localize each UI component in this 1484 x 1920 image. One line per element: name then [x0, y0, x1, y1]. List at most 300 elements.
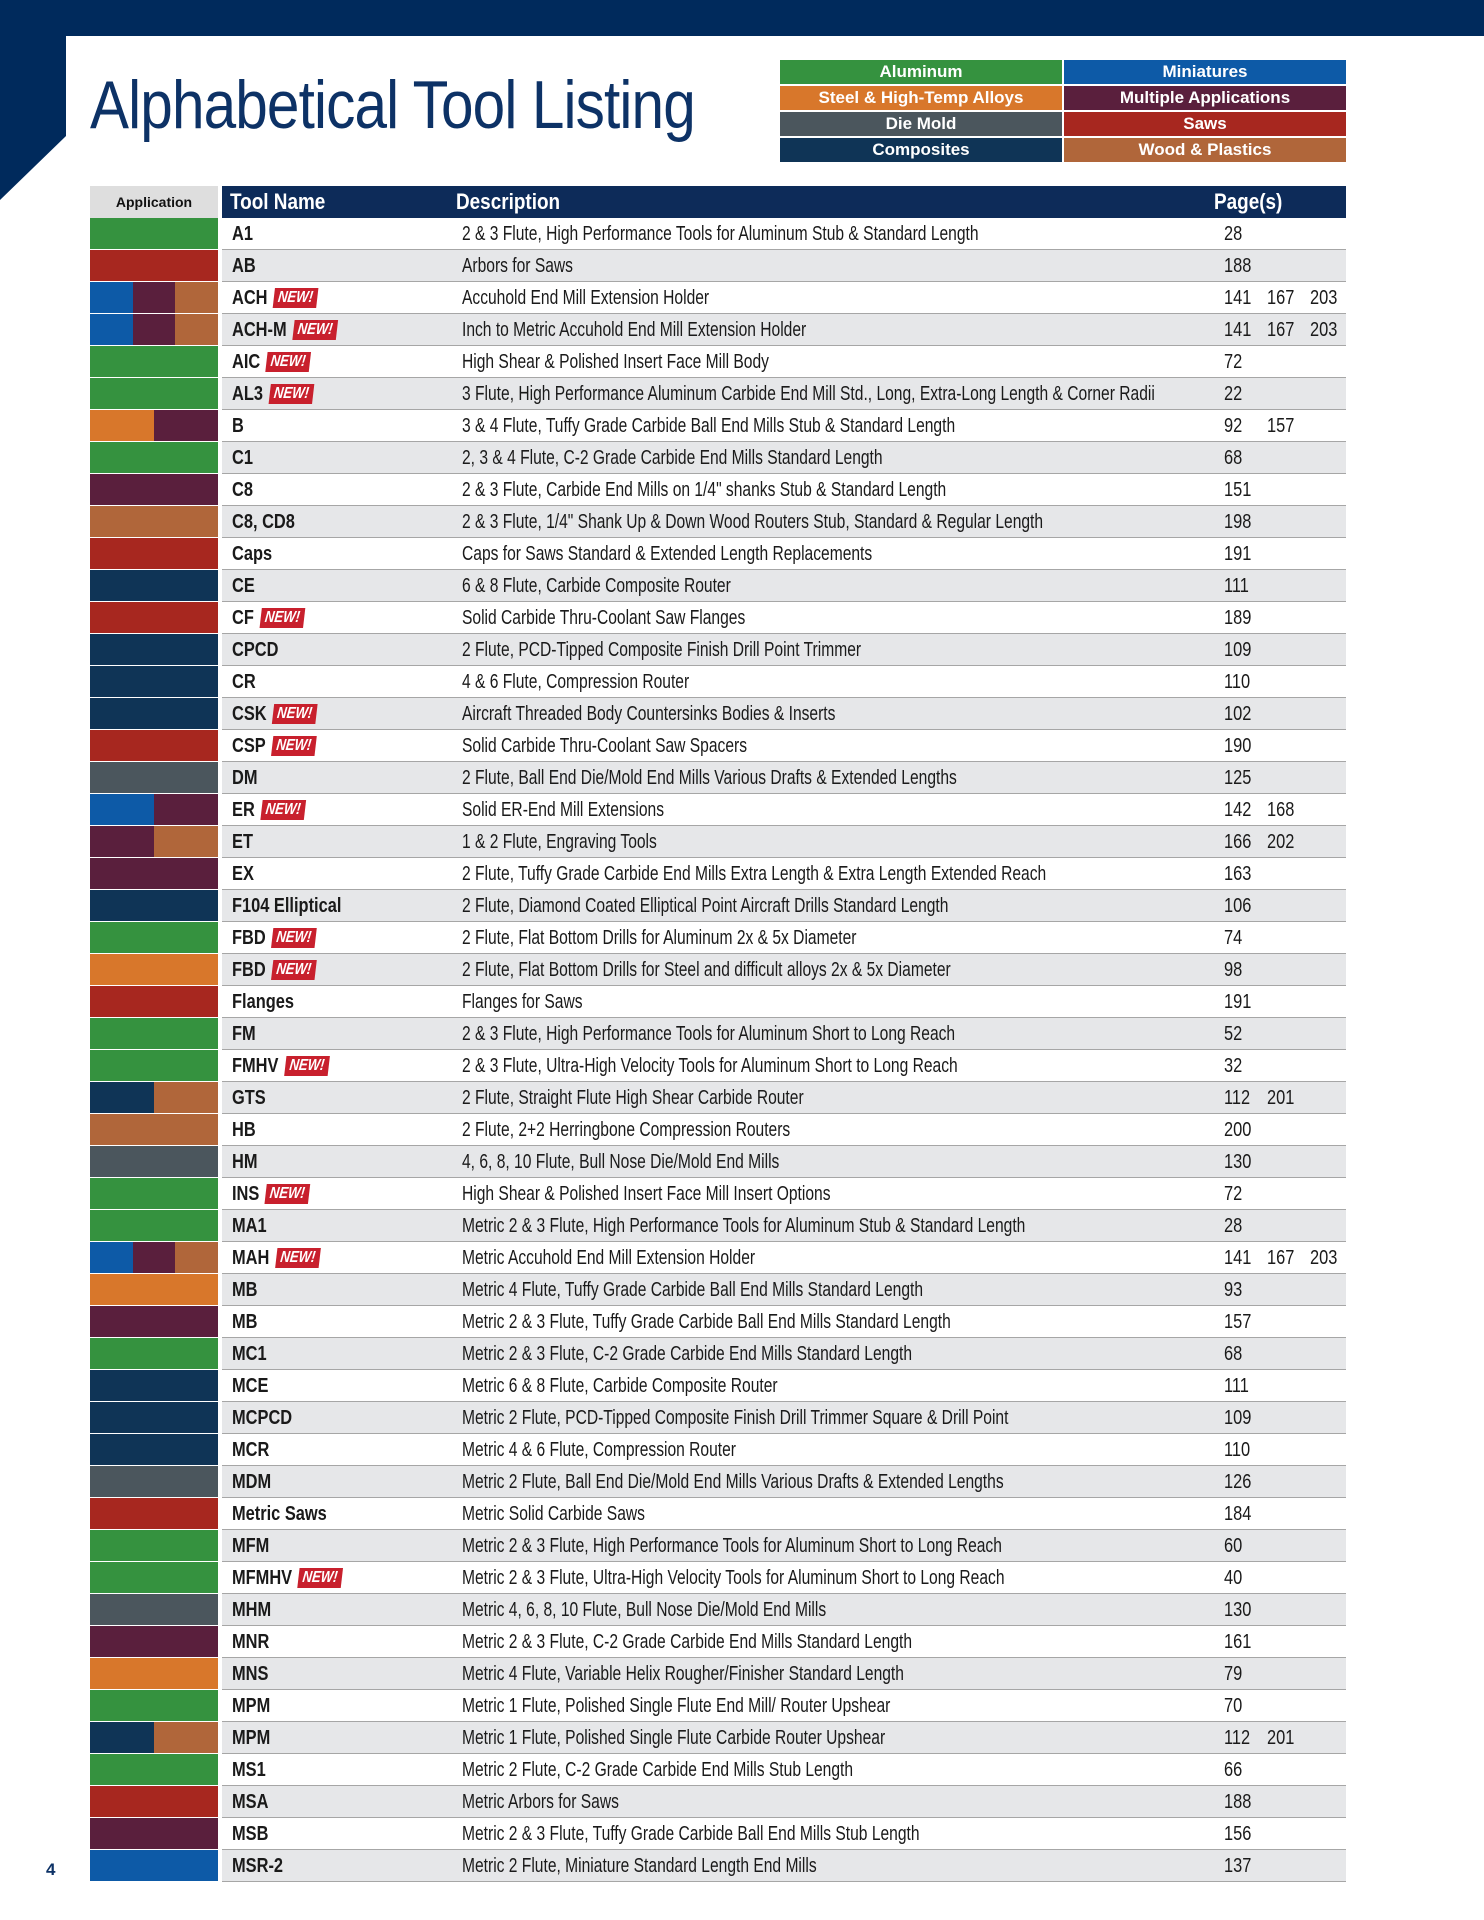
page-ref: 190 — [1224, 735, 1252, 757]
tool-name — [232, 1562, 342, 1594]
tool-description: 2 & 3 Flute, High Performance Tools for Aluminum Stub & Standard Length — [462, 223, 979, 245]
tool-name-text: MAH — [232, 1247, 270, 1269]
table-row — [90, 1274, 1346, 1306]
tool-name — [232, 346, 310, 378]
page-ref: 191 — [1224, 543, 1252, 565]
tool-description: 3 Flute, High Performance Aluminum Carbide End Mill Std., Long, Extra-Long Length & Corner Radii — [462, 383, 1155, 405]
application-swatch — [90, 1818, 218, 1849]
tool-name-text: C8, CD8 — [232, 511, 295, 533]
tool-name — [232, 890, 341, 922]
tool-name-text: F104 Elliptical — [232, 895, 342, 917]
tool-name-text: MSA — [232, 1791, 269, 1813]
swatch-aluminum — [90, 1050, 218, 1081]
tool-description: Arbors for Saws — [462, 255, 573, 277]
application-swatch — [90, 378, 218, 409]
swatch-saws — [90, 1786, 218, 1817]
row-background — [222, 1370, 1346, 1401]
tool-name — [232, 666, 256, 698]
swatch-aluminum — [90, 346, 218, 377]
page-ref: 163 — [1224, 863, 1252, 885]
application-swatch — [90, 1274, 218, 1305]
tool-description: Flanges for Saws — [462, 991, 583, 1013]
page-ref: 130 — [1224, 1599, 1252, 1621]
application-swatch — [90, 890, 218, 921]
row-background — [222, 346, 1346, 377]
header-bar — [222, 186, 1346, 218]
application-swatch — [90, 1850, 218, 1881]
page-ref: 189 — [1224, 607, 1252, 629]
table-row — [90, 538, 1346, 570]
tool-description: 2 Flute, Ball End Die/Mold End Mills Various Drafts & Extended Lengths — [462, 767, 957, 789]
table-row — [90, 858, 1346, 890]
tool-name — [232, 1530, 269, 1562]
table-row — [90, 1658, 1346, 1690]
row-background — [222, 666, 1346, 697]
table-row — [90, 474, 1346, 506]
page-ref: 74 — [1224, 927, 1243, 949]
tool-name-text: ACH-M — [232, 319, 287, 341]
application-swatch — [90, 698, 218, 729]
tool-description: Metric 2 & 3 Flute, C-2 Grade Carbide End Mills Standard Length — [462, 1631, 913, 1653]
tool-name — [232, 1082, 266, 1114]
tool-name-text: ACH — [232, 287, 268, 309]
table-row — [90, 1850, 1346, 1882]
tool-description: 2 & 3 Flute, Carbide End Mills on 1/4" shanks Stub & Standard Length — [462, 479, 947, 501]
application-swatch — [90, 922, 218, 953]
swatch-aluminum — [90, 1338, 218, 1369]
page-ref: 201 — [1267, 1727, 1295, 1749]
tool-name — [232, 826, 253, 858]
page-ref: 68 — [1224, 1343, 1243, 1365]
tool-description: 6 & 8 Flute, Carbide Composite Router — [462, 575, 731, 597]
swatch-diemold — [90, 762, 218, 793]
tool-name — [232, 954, 315, 986]
tool-name — [232, 698, 316, 730]
page-ref: 66 — [1224, 1759, 1243, 1781]
tool-name — [232, 1626, 269, 1658]
tool-description: Metric 1 Flute, Polished Single Flute Carbide Router Upshear — [462, 1727, 886, 1749]
application-swatch — [90, 570, 218, 601]
table-row — [90, 922, 1346, 954]
tool-description: Accuhold End Mill Extension Holder — [462, 287, 710, 309]
application-swatch — [90, 1082, 218, 1113]
tool-name — [232, 1018, 256, 1050]
tool-name — [232, 1114, 256, 1146]
page-ref: 188 — [1224, 255, 1252, 277]
tool-description: Metric 2 & 3 Flute, Tuffy Grade Carbide Ball End Mills Stub Length — [462, 1823, 920, 1845]
tool-description: Inch to Metric Accuhold End Mill Extension Holder — [462, 319, 807, 341]
table-row — [90, 1306, 1346, 1338]
tool-name-text: MB — [232, 1311, 258, 1333]
tool-name-text: MSR-2 — [232, 1855, 284, 1877]
tool-name — [232, 1050, 328, 1082]
application-swatch — [90, 218, 218, 249]
tool-description: Metric Arbors for Saws — [462, 1791, 619, 1813]
table-row — [90, 698, 1346, 730]
application-swatch — [90, 730, 218, 761]
application-swatch — [90, 1210, 218, 1241]
tool-description: Metric 2 & 3 Flute, C-2 Grade Carbide End Mills Standard Length — [462, 1343, 913, 1365]
page-ref: 72 — [1224, 351, 1243, 373]
swatch-saws — [90, 538, 218, 569]
table-row — [90, 954, 1346, 986]
swatch-aluminum — [90, 1562, 218, 1593]
tool-description: Metric 4, 6, 8, 10 Flute, Bull Nose Die/Mold End Mills — [462, 1599, 827, 1621]
application-swatch — [90, 1626, 218, 1657]
application-swatch — [90, 1466, 218, 1497]
new-badge: NEW! — [292, 320, 337, 340]
tool-name — [232, 858, 254, 890]
tool-name-text: CE — [232, 575, 255, 597]
swatch-wood — [154, 1722, 218, 1753]
application-swatch — [90, 1178, 218, 1209]
table-row — [90, 1562, 1346, 1594]
row-background — [222, 570, 1346, 601]
tool-description: Metric 2 & 3 Flute, High Performance Tools for Aluminum Short to Long Reach — [462, 1535, 1002, 1557]
page-ref: 92 — [1224, 415, 1243, 437]
row-background — [222, 826, 1346, 857]
application-swatch — [90, 666, 218, 697]
page-ref: 52 — [1224, 1023, 1243, 1045]
tool-name — [232, 1434, 269, 1466]
table-row — [90, 602, 1346, 634]
application-swatch — [90, 442, 218, 473]
tool-name-text: DM — [232, 767, 258, 789]
application-swatch — [90, 986, 218, 1017]
new-badge: NEW! — [266, 352, 311, 372]
table-row — [90, 1146, 1346, 1178]
tool-description: Solid Carbide Thru-Coolant Saw Spacers — [462, 735, 747, 757]
tool-name — [232, 250, 256, 282]
page-ref: 40 — [1224, 1567, 1243, 1589]
page-ref: 72 — [1224, 1183, 1243, 1205]
application-swatch — [90, 1434, 218, 1465]
page-ref: 200 — [1224, 1119, 1252, 1141]
tool-name-text: MS1 — [232, 1759, 266, 1781]
page-ref: 191 — [1224, 991, 1252, 1013]
page-ref: 109 — [1224, 639, 1252, 661]
table-row — [90, 666, 1346, 698]
tool-name-text: CSP — [232, 735, 266, 757]
tool-description: Metric 4 Flute, Tuffy Grade Carbide Ball End Mills Standard Length — [462, 1279, 924, 1301]
new-badge: NEW! — [298, 1568, 343, 1588]
page-ref: 157 — [1224, 1311, 1252, 1333]
tool-name-text: ER — [232, 799, 255, 821]
new-badge: NEW! — [272, 704, 317, 724]
tool-name — [232, 378, 313, 410]
new-badge: NEW! — [271, 736, 316, 756]
tool-description: 2 & 3 Flute, Ultra-High Velocity Tools for Aluminum Short to Long Reach — [462, 1055, 958, 1077]
new-badge: NEW! — [273, 288, 318, 308]
tool-name-text: FBD — [232, 927, 266, 949]
tool-name-text: B — [232, 415, 244, 437]
tool-description: 2 Flute, PCD-Tipped Composite Finish Drill Point Trimmer — [462, 639, 862, 661]
tool-name-text: C1 — [232, 447, 253, 469]
page-ref: 112 — [1224, 1727, 1251, 1749]
corner-accent — [0, 0, 66, 200]
tool-name-text: MFMHV — [232, 1567, 293, 1589]
application-swatch — [90, 1658, 218, 1689]
table-row — [90, 1530, 1346, 1562]
tool-description: 4 & 6 Flute, Compression Router — [462, 671, 690, 693]
tool-description: Solid Carbide Thru-Coolant Saw Flanges — [462, 607, 746, 629]
tool-table — [90, 186, 1346, 1882]
swatch-saws — [90, 986, 218, 1017]
tool-name — [232, 1274, 258, 1306]
tool-description: 2 & 3 Flute, 1/4" Shank Up & Down Wood Routers Stub, Standard & Regular Length — [462, 511, 1044, 533]
row-background — [222, 602, 1346, 633]
swatch-wood — [175, 282, 218, 313]
tool-description: 4, 6, 8, 10 Flute, Bull Nose Die/Mold End Mills — [462, 1151, 780, 1173]
swatch-aluminum — [90, 922, 218, 953]
tool-name — [232, 410, 244, 442]
table-body — [90, 218, 1346, 1882]
table-row — [90, 1050, 1346, 1082]
tool-name-text: Metric Saws — [232, 1503, 327, 1525]
row-background — [222, 1242, 1346, 1273]
legend-miniatures: Miniatures — [1064, 60, 1346, 84]
tool-name-text: MCPCD — [232, 1407, 293, 1429]
swatch-steel — [90, 1274, 218, 1305]
legend-wood: Wood & Plastics — [1064, 138, 1346, 162]
row-background — [222, 730, 1346, 761]
page-ref: 60 — [1224, 1535, 1243, 1557]
swatch-aluminum — [90, 378, 218, 409]
tool-description: 2 Flute, Flat Bottom Drills for Aluminum 2x & 5x Diameter — [462, 927, 857, 949]
tool-name — [232, 1146, 258, 1178]
application-swatch — [90, 1114, 218, 1145]
new-badge: NEW! — [265, 1184, 310, 1204]
tool-name-text: MPM — [232, 1727, 271, 1749]
table-row — [90, 1082, 1346, 1114]
swatch-miniatures — [90, 794, 154, 825]
page-ref: 111 — [1224, 575, 1249, 597]
tool-name — [232, 1370, 268, 1402]
swatch-miniatures — [90, 314, 133, 345]
swatch-miniatures — [90, 1242, 133, 1273]
tool-description: Metric Solid Carbide Saws — [462, 1503, 645, 1525]
tool-name — [232, 1402, 292, 1434]
table-row — [90, 1338, 1346, 1370]
tool-name-text: FBD — [232, 959, 266, 981]
swatch-wood — [154, 1082, 218, 1113]
application-swatch — [90, 1530, 218, 1561]
tool-description: 2 Flute, Tuffy Grade Carbide End Mills Extra Length & Extra Length Extended Reach — [462, 863, 1047, 885]
swatch-aluminum — [90, 1690, 218, 1721]
tool-description: Metric 4 Flute, Variable Helix Rougher/Finisher Standard Length — [462, 1663, 904, 1685]
tool-name-text: C8 — [232, 479, 253, 501]
tool-description: Metric Accuhold End Mill Extension Holder — [462, 1247, 756, 1269]
swatch-miniatures — [90, 282, 133, 313]
swatch-diemold — [90, 1146, 218, 1177]
swatch-multi — [90, 474, 218, 505]
table-row — [90, 410, 1346, 442]
tool-name-text: HM — [232, 1151, 258, 1173]
tool-name-text: AIC — [232, 351, 261, 373]
tool-description: High Shear & Polished Insert Face Mill Body — [462, 351, 769, 373]
table-row — [90, 762, 1346, 794]
table-row — [90, 1210, 1346, 1242]
tool-name — [232, 1338, 267, 1370]
tool-description: Metric 2 Flute, Ball End Die/Mold End Mills Various Drafts & Extended Lengths — [462, 1471, 1004, 1493]
table-row — [90, 1466, 1346, 1498]
swatch-wood — [154, 826, 218, 857]
table-row — [90, 634, 1346, 666]
table-row — [90, 986, 1346, 1018]
tool-name-text: MCR — [232, 1439, 270, 1461]
new-badge: NEW! — [271, 960, 316, 980]
new-badge: NEW! — [260, 800, 305, 820]
tool-name-text: MHM — [232, 1599, 272, 1621]
tool-name — [232, 1850, 283, 1882]
application-swatch — [90, 954, 218, 985]
row-background — [222, 1498, 1346, 1529]
tool-name — [232, 1754, 266, 1786]
swatch-multi — [90, 826, 154, 857]
page-ref: 79 — [1224, 1663, 1243, 1685]
tool-description: Solid ER-End Mill Extensions — [462, 799, 665, 821]
application-swatch — [90, 1050, 218, 1081]
page-ref: 168 — [1267, 799, 1295, 821]
row-background — [222, 250, 1346, 281]
table-row — [90, 570, 1346, 602]
swatch-wood — [90, 506, 218, 537]
tool-name — [232, 1658, 268, 1690]
page-ref: 110 — [1224, 671, 1251, 693]
tool-name — [232, 1594, 271, 1626]
tool-name-text: FMHV — [232, 1055, 279, 1077]
tool-name-text: Caps — [232, 543, 273, 565]
page-ref: 98 — [1224, 959, 1243, 981]
table-row — [90, 378, 1346, 410]
application-swatch — [90, 410, 218, 441]
tool-name-text: MC1 — [232, 1343, 267, 1365]
swatch-aluminum — [90, 1018, 218, 1049]
application-swatch — [90, 762, 218, 793]
application-swatch — [90, 1146, 218, 1177]
table-row — [90, 218, 1346, 250]
tool-description: Aircraft Threaded Body Countersinks Bodies & Inserts — [462, 703, 836, 725]
application-swatch — [90, 1562, 218, 1593]
page-ref: 125 — [1224, 767, 1252, 789]
swatch-aluminum — [90, 1178, 218, 1209]
tool-name — [232, 1690, 270, 1722]
swatch-miniatures — [90, 1850, 218, 1881]
application-swatch — [90, 794, 218, 825]
application-swatch — [90, 1722, 218, 1753]
row-background — [222, 282, 1346, 313]
tool-name — [232, 762, 258, 794]
tool-name-text: CPCD — [232, 639, 279, 661]
table-row — [90, 1594, 1346, 1626]
tool-name-text: GTS — [232, 1087, 266, 1109]
tool-name — [232, 634, 278, 666]
table-row — [90, 346, 1346, 378]
tool-name — [232, 1818, 268, 1850]
page-ref: 141 — [1224, 1247, 1252, 1269]
tool-name-text: FM — [232, 1023, 256, 1045]
swatch-composites — [90, 698, 218, 729]
swatch-multi — [154, 410, 218, 441]
application-swatch — [90, 506, 218, 537]
table-row — [90, 730, 1346, 762]
tool-name — [232, 1722, 270, 1754]
page-ref: 141 — [1224, 287, 1252, 309]
swatch-steel — [90, 954, 218, 985]
header-description: Description — [456, 189, 561, 214]
application-swatch — [90, 858, 218, 889]
tool-name-text: MPM — [232, 1695, 271, 1717]
tool-name-text: MSB — [232, 1823, 269, 1845]
table-row — [90, 442, 1346, 474]
tool-name — [232, 1466, 271, 1498]
page-ref: 203 — [1310, 319, 1338, 341]
tool-description: Metric 2 Flute, C-2 Grade Carbide End Mills Stub Length — [462, 1759, 854, 1781]
page-ref: 141 — [1224, 319, 1252, 341]
application-swatch — [90, 1338, 218, 1369]
application-swatch — [90, 1498, 218, 1529]
tool-description: 2 Flute, Diamond Coated Elliptical Point Aircraft Drills Standard Length — [462, 895, 949, 917]
application-swatch — [90, 282, 218, 313]
table-row — [90, 1786, 1346, 1818]
swatch-aluminum — [90, 218, 218, 249]
application-swatch — [90, 1306, 218, 1337]
legend-aluminum: Aluminum — [780, 60, 1062, 84]
tool-description: Caps for Saws Standard & Extended Length Replacements — [462, 543, 873, 565]
table-row — [90, 1178, 1346, 1210]
table-row — [90, 506, 1346, 538]
tool-name-text: MDM — [232, 1471, 272, 1493]
tool-name — [232, 602, 304, 634]
swatch-composites — [90, 570, 218, 601]
application-swatch — [90, 602, 218, 633]
page-ref: 151 — [1224, 479, 1252, 501]
legend-composites: Composites — [780, 138, 1062, 162]
swatch-aluminum — [90, 1210, 218, 1241]
tool-description: 2 & 3 Flute, High Performance Tools for Aluminum Short to Long Reach — [462, 1023, 956, 1045]
swatch-aluminum — [90, 1530, 218, 1561]
tool-name-text: CR — [232, 671, 256, 693]
tool-name-text: MCE — [232, 1375, 269, 1397]
row-background — [222, 1434, 1346, 1465]
tool-description: Metric 1 Flute, Polished Single Flute End Mill/ Router Upshear — [462, 1695, 891, 1717]
tool-description: 2 Flute, Straight Flute High Shear Carbide Router — [462, 1087, 804, 1109]
swatch-composites — [90, 890, 218, 921]
row-background — [222, 794, 1346, 825]
swatch-multi — [133, 1242, 176, 1273]
tool-name — [232, 442, 253, 474]
tool-name — [232, 570, 255, 602]
table-row — [90, 1242, 1346, 1274]
legend-saws: Saws — [1064, 112, 1346, 136]
swatch-composites — [90, 666, 218, 697]
tool-description: Metric 2 & 3 Flute, Tuffy Grade Carbide Ball End Mills Standard Length — [462, 1311, 951, 1333]
row-background — [222, 1146, 1346, 1177]
tool-name-text: INS — [232, 1183, 260, 1205]
tool-name — [232, 730, 315, 762]
page-ref: 28 — [1224, 1215, 1243, 1237]
legend-multi: Multiple Applications — [1064, 86, 1346, 110]
page-ref: 142 — [1224, 799, 1252, 821]
new-badge: NEW! — [259, 608, 304, 628]
application-swatch — [90, 1786, 218, 1817]
tool-description: Metric 2 Flute, Miniature Standard Length End Mills — [462, 1855, 817, 1877]
table-row — [90, 794, 1346, 826]
swatch-aluminum — [90, 442, 218, 473]
tool-name-text: A1 — [232, 223, 253, 245]
new-badge: NEW! — [268, 384, 313, 404]
page-ref: 201 — [1267, 1087, 1295, 1109]
